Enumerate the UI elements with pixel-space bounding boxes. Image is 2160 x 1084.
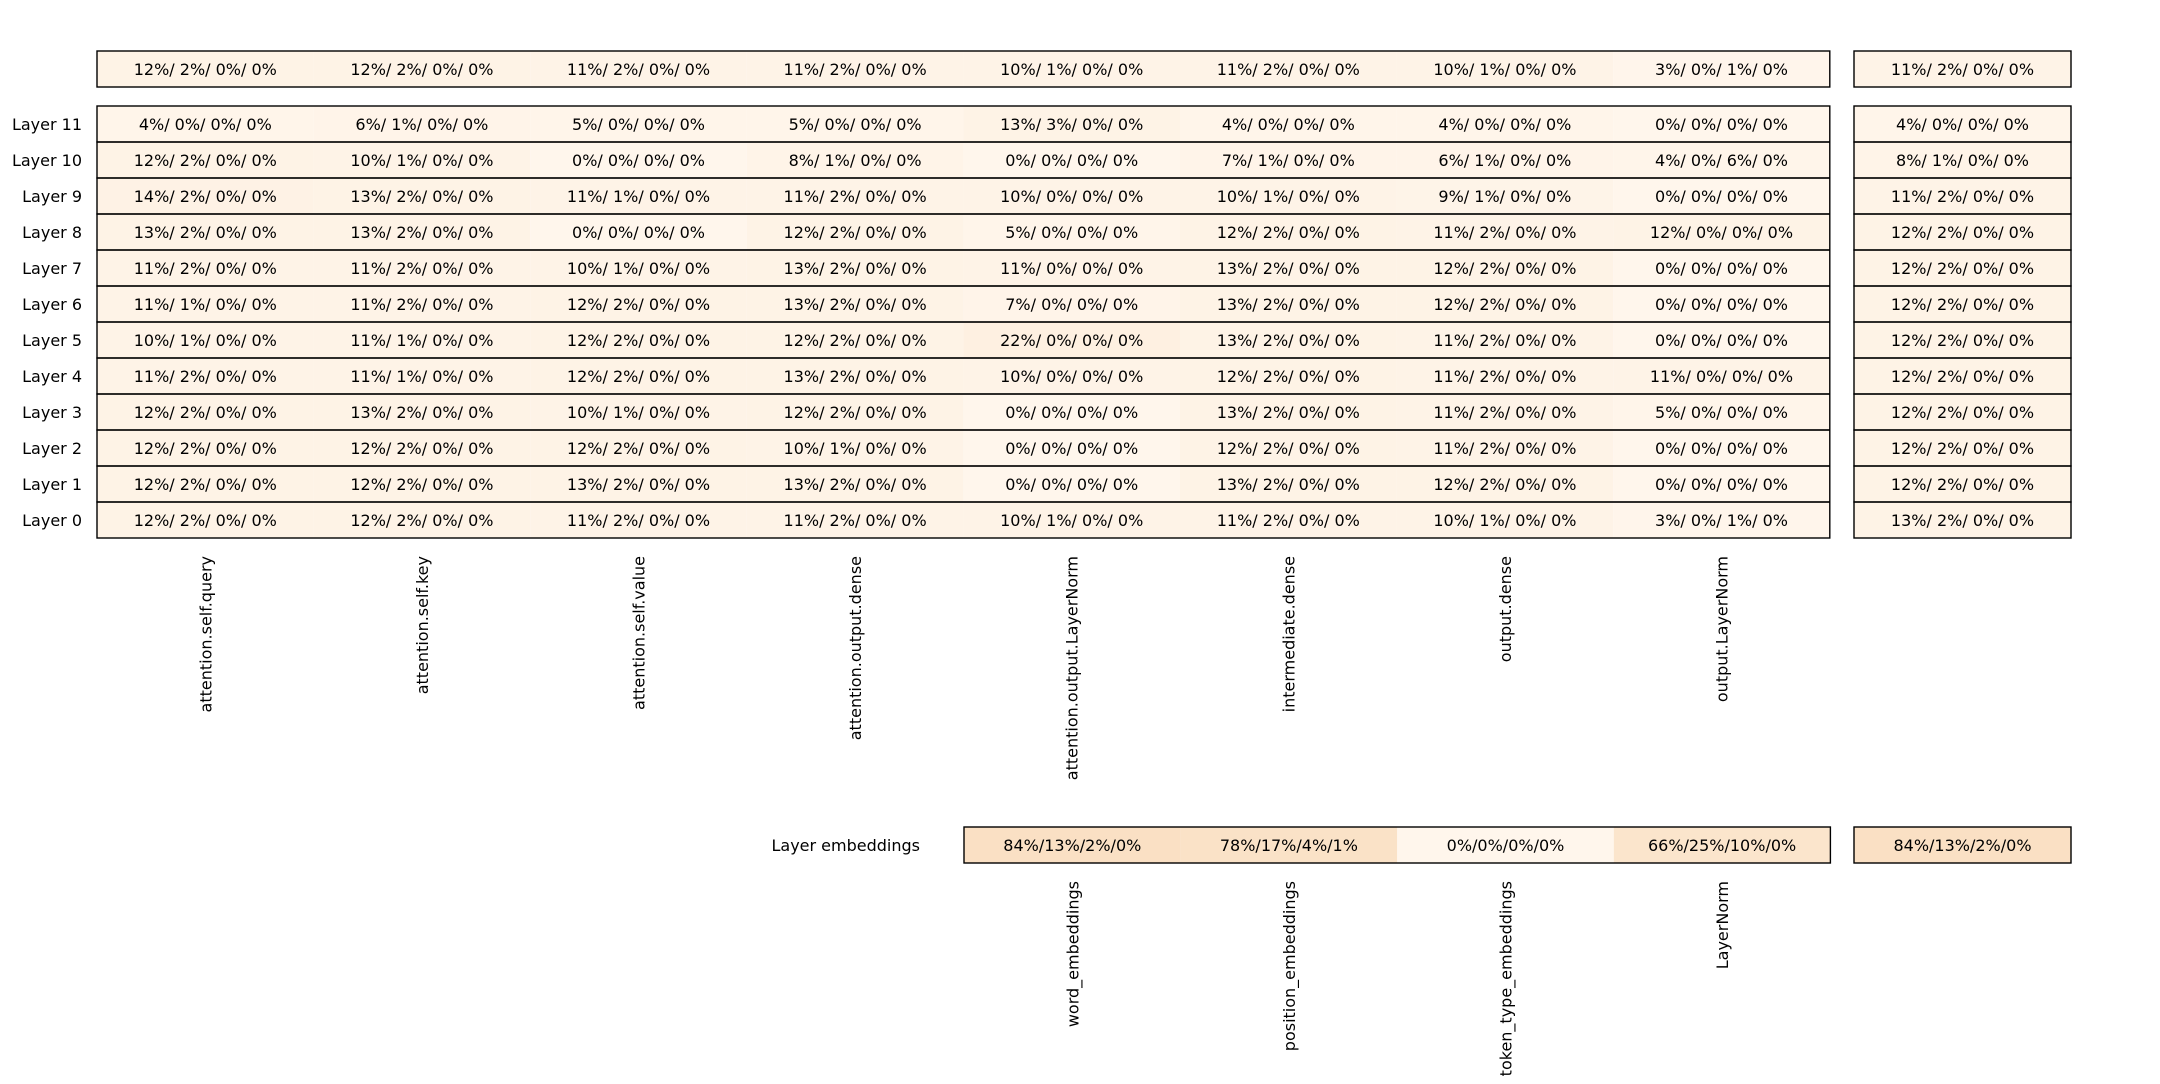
column-total-3-label: 11%/ 2%/ 0%/ 0% — [783, 60, 927, 79]
row-label-4: Layer 7 — [22, 259, 82, 278]
cell-r0-c0-label: 4%/ 0%/ 0%/ 0% — [138, 115, 272, 134]
cell-r6-c7-label: 0%/ 0%/ 0%/ 0% — [1655, 331, 1788, 350]
cell-r2-c3-label: 11%/ 2%/ 0%/ 0% — [783, 187, 927, 206]
cell-r9-c7-label: 0%/ 0%/ 0%/ 0% — [1655, 439, 1788, 458]
cell-r4-c2-label: 10%/ 1%/ 0%/ 0% — [566, 259, 711, 278]
cell-r6-c3-label: 12%/ 2%/ 0%/ 0% — [783, 331, 927, 350]
cell-r9-c2-label: 12%/ 2%/ 0%/ 0% — [566, 439, 711, 458]
cell-r7-c4-label: 10%/ 0%/ 0%/ 0% — [1000, 367, 1144, 386]
row-label-6: Layer 5 — [22, 331, 82, 350]
cell-r10-c3-label: 13%/ 2%/ 0%/ 0% — [783, 475, 927, 494]
cell-r0-c4-label: 13%/ 3%/ 0%/ 0% — [1000, 115, 1144, 134]
cell-r7-c1-label: 11%/ 1%/ 0%/ 0% — [350, 367, 494, 386]
cell-r7-c2-label: 12%/ 2%/ 0%/ 0% — [566, 367, 711, 386]
cell-r7-c0-label: 11%/ 2%/ 0%/ 0% — [133, 367, 277, 386]
grand-total-label: 11%/ 2%/ 0%/ 0% — [1890, 60, 2035, 79]
cell-r5-c0-label: 11%/ 1%/ 0%/ 0% — [133, 295, 277, 314]
cell-r8-c4-label: 0%/ 0%/ 0%/ 0% — [1005, 403, 1139, 422]
column-label-7: output.LayerNorm — [1712, 556, 1732, 703]
cell-r11-c3-label: 11%/ 2%/ 0%/ 0% — [783, 511, 927, 530]
cell-r6-c4-label: 22%/ 0%/ 0%/ 0% — [1000, 331, 1144, 350]
cell-r2-c4-label: 10%/ 0%/ 0%/ 0% — [1000, 187, 1144, 206]
embedding-column-label-3: LayerNorm — [1713, 881, 1733, 970]
cell-r1-c6-label: 6%/ 1%/ 0%/ 0% — [1438, 151, 1572, 170]
embedding-cell-1-label: 78%/17%/4%/1% — [1219, 836, 1358, 855]
cell-r8-c1-label: 13%/ 2%/ 0%/ 0% — [350, 403, 494, 422]
embedding-total-label: 84%/13%/2%/0% — [1893, 836, 2032, 855]
cell-r1-c3-label: 8%/ 1%/ 0%/ 0% — [788, 151, 922, 170]
column-totals-group — [97, 51, 2071, 87]
cell-r9-c3-label: 10%/ 1%/ 0%/ 0% — [783, 439, 927, 458]
cell-r0-c2-label: 5%/ 0%/ 0%/ 0% — [572, 115, 705, 134]
column-label-0: attention.self.query — [196, 556, 216, 713]
cell-r8-c5-label: 13%/ 2%/ 0%/ 0% — [1216, 403, 1360, 422]
cell-r2-c5-label: 10%/ 1%/ 0%/ 0% — [1216, 187, 1360, 206]
cell-r5-c5-label: 13%/ 2%/ 0%/ 0% — [1216, 295, 1360, 314]
cell-r4-c4-label: 11%/ 0%/ 0%/ 0% — [1000, 259, 1144, 278]
cell-r11-c6-label: 10%/ 1%/ 0%/ 0% — [1433, 511, 1577, 530]
cell-r8-c0-label: 12%/ 2%/ 0%/ 0% — [133, 403, 277, 422]
embedding-column-label-2: token_type_embeddings — [1496, 881, 1516, 1077]
cell-r6-c2-label: 12%/ 2%/ 0%/ 0% — [566, 331, 711, 350]
cell-r2-c7-label: 0%/ 0%/ 0%/ 0% — [1655, 187, 1788, 206]
cell-r0-c3-label: 5%/ 0%/ 0%/ 0% — [788, 115, 922, 134]
cell-r2-c1-label: 13%/ 2%/ 0%/ 0% — [350, 187, 494, 206]
column-total-2-label: 11%/ 2%/ 0%/ 0% — [566, 60, 711, 79]
row-total-11-label: 13%/ 2%/ 0%/ 0% — [1890, 511, 2035, 530]
cell-r11-c0-label: 12%/ 2%/ 0%/ 0% — [133, 511, 277, 530]
cell-r11-c4-label: 10%/ 1%/ 0%/ 0% — [1000, 511, 1144, 530]
cell-r1-c7-label: 4%/ 0%/ 6%/ 0% — [1655, 151, 1788, 170]
row-label-10: Layer 1 — [22, 475, 82, 494]
cell-r2-c0-label: 14%/ 2%/ 0%/ 0% — [133, 187, 277, 206]
row-total-7-label: 12%/ 2%/ 0%/ 0% — [1890, 367, 2035, 386]
embedding-column-label-1: position_embeddings — [1279, 881, 1299, 1052]
cell-r7-c6-label: 11%/ 2%/ 0%/ 0% — [1433, 367, 1577, 386]
cell-r0-c1-label: 6%/ 1%/ 0%/ 0% — [355, 115, 489, 134]
cell-r6-c5-label: 13%/ 2%/ 0%/ 0% — [1216, 331, 1360, 350]
cell-r10-c1-label: 12%/ 2%/ 0%/ 0% — [350, 475, 494, 494]
cell-r10-c2-label: 13%/ 2%/ 0%/ 0% — [566, 475, 711, 494]
cell-r10-c0-label: 12%/ 2%/ 0%/ 0% — [133, 475, 277, 494]
cell-r8-c2-label: 10%/ 1%/ 0%/ 0% — [566, 403, 711, 422]
column-total-6-label: 10%/ 1%/ 0%/ 0% — [1433, 60, 1577, 79]
row-total-10-label: 12%/ 2%/ 0%/ 0% — [1890, 475, 2035, 494]
cell-r1-c2-label: 0%/ 0%/ 0%/ 0% — [572, 151, 705, 170]
embedding-cell-2-label: 0%/0%/0%/0% — [1446, 836, 1565, 855]
cell-r1-c4-label: 0%/ 0%/ 0%/ 0% — [1005, 151, 1139, 170]
cell-r0-c5-label: 4%/ 0%/ 0%/ 0% — [1221, 115, 1355, 134]
row-total-0-label: 4%/ 0%/ 0%/ 0% — [1896, 115, 2029, 134]
cell-r3-c7-label: 12%/ 0%/ 0%/ 0% — [1649, 223, 1794, 242]
cell-r11-c1-label: 12%/ 2%/ 0%/ 0% — [350, 511, 494, 530]
row-labels-group — [12, 115, 82, 530]
column-label-5: intermediate.dense — [1279, 556, 1299, 713]
row-label-7: Layer 4 — [22, 367, 82, 386]
column-label-1: attention.self.key — [412, 556, 432, 695]
cell-r3-c3-label: 12%/ 2%/ 0%/ 0% — [783, 223, 927, 242]
cell-r5-c7-label: 0%/ 0%/ 0%/ 0% — [1655, 295, 1788, 314]
embedding-column-label-0: word_embeddings — [1063, 881, 1083, 1028]
row-total-3-label: 12%/ 2%/ 0%/ 0% — [1890, 223, 2035, 242]
cell-r3-c0-label: 13%/ 2%/ 0%/ 0% — [133, 223, 277, 242]
cell-r0-c7-label: 0%/ 0%/ 0%/ 0% — [1655, 115, 1788, 134]
cell-r1-c0-label: 12%/ 2%/ 0%/ 0% — [133, 151, 277, 170]
cell-r10-c6-label: 12%/ 2%/ 0%/ 0% — [1433, 475, 1577, 494]
cell-r3-c2-label: 0%/ 0%/ 0%/ 0% — [572, 223, 705, 242]
cell-r6-c0-label: 10%/ 1%/ 0%/ 0% — [133, 331, 277, 350]
cell-r8-c3-label: 12%/ 2%/ 0%/ 0% — [783, 403, 927, 422]
embedding-cell-0-label: 84%/13%/2%/0% — [1003, 836, 1142, 855]
row-label-9: Layer 2 — [22, 439, 82, 458]
cell-r1-c1-label: 10%/ 1%/ 0%/ 0% — [350, 151, 494, 170]
embedding-cell-3-label: 66%/25%/10%/0% — [1647, 836, 1797, 855]
cell-r4-c6-label: 12%/ 2%/ 0%/ 0% — [1433, 259, 1577, 278]
row-label-11: Layer 0 — [22, 511, 82, 530]
cell-r6-c6-label: 11%/ 2%/ 0%/ 0% — [1433, 331, 1577, 350]
cell-r9-c1-label: 12%/ 2%/ 0%/ 0% — [350, 439, 494, 458]
cell-r9-c0-label: 12%/ 2%/ 0%/ 0% — [133, 439, 277, 458]
row-total-9-label: 12%/ 2%/ 0%/ 0% — [1890, 439, 2035, 458]
cell-r5-c6-label: 12%/ 2%/ 0%/ 0% — [1433, 295, 1577, 314]
cell-r1-c5-label: 7%/ 1%/ 0%/ 0% — [1221, 151, 1355, 170]
embedding-row-label: Layer embeddings — [771, 836, 920, 855]
row-total-1-label: 8%/ 1%/ 0%/ 0% — [1896, 151, 2029, 170]
column-label-4: attention.output.LayerNorm — [1062, 556, 1082, 781]
row-label-2: Layer 9 — [22, 187, 82, 206]
row-label-0: Layer 11 — [11, 115, 82, 134]
row-total-6-label: 12%/ 2%/ 0%/ 0% — [1890, 331, 2035, 350]
cell-r8-c6-label: 11%/ 2%/ 0%/ 0% — [1433, 403, 1577, 422]
row-total-4-label: 12%/ 2%/ 0%/ 0% — [1890, 259, 2035, 278]
cell-r9-c4-label: 0%/ 0%/ 0%/ 0% — [1005, 439, 1139, 458]
row-label-3: Layer 8 — [22, 223, 82, 242]
cell-r4-c1-label: 11%/ 2%/ 0%/ 0% — [350, 259, 494, 278]
cell-r11-c5-label: 11%/ 2%/ 0%/ 0% — [1216, 511, 1360, 530]
column-label-2: attention.self.value — [629, 556, 649, 710]
row-total-2-label: 11%/ 2%/ 0%/ 0% — [1890, 187, 2035, 206]
cell-r2-c6-label: 9%/ 1%/ 0%/ 0% — [1438, 187, 1572, 206]
column-total-4-label: 10%/ 1%/ 0%/ 0% — [1000, 60, 1144, 79]
cell-r9-c5-label: 12%/ 2%/ 0%/ 0% — [1216, 439, 1360, 458]
cell-r7-c5-label: 12%/ 2%/ 0%/ 0% — [1216, 367, 1360, 386]
cell-r3-c1-label: 13%/ 2%/ 0%/ 0% — [350, 223, 494, 242]
embeddings-group — [771, 827, 2071, 1076]
cell-r5-c4-label: 7%/ 0%/ 0%/ 0% — [1005, 295, 1139, 314]
column-total-5-label: 11%/ 2%/ 0%/ 0% — [1216, 60, 1360, 79]
row-label-1: Layer 10 — [11, 151, 82, 170]
cell-r11-c2-label: 11%/ 2%/ 0%/ 0% — [566, 511, 711, 530]
row-label-8: Layer 3 — [22, 403, 82, 422]
column-labels-group — [196, 556, 1731, 780]
cell-r3-c6-label: 11%/ 2%/ 0%/ 0% — [1433, 223, 1577, 242]
cell-r6-c1-label: 11%/ 1%/ 0%/ 0% — [350, 331, 494, 350]
cell-r8-c7-label: 5%/ 0%/ 0%/ 0% — [1655, 403, 1788, 422]
cell-r10-c4-label: 0%/ 0%/ 0%/ 0% — [1005, 475, 1139, 494]
cell-r4-c3-label: 13%/ 2%/ 0%/ 0% — [783, 259, 927, 278]
column-label-6: output.dense — [1495, 556, 1515, 663]
row-total-8-label: 12%/ 2%/ 0%/ 0% — [1890, 403, 2035, 422]
cell-r5-c1-label: 11%/ 2%/ 0%/ 0% — [350, 295, 494, 314]
column-total-0-label: 12%/ 2%/ 0%/ 0% — [133, 60, 277, 79]
row-total-5-label: 12%/ 2%/ 0%/ 0% — [1890, 295, 2035, 314]
cell-r0-c6-label: 4%/ 0%/ 0%/ 0% — [1438, 115, 1572, 134]
cell-r4-c0-label: 11%/ 2%/ 0%/ 0% — [133, 259, 277, 278]
row-label-5: Layer 6 — [22, 295, 82, 314]
column-total-7-label: 3%/ 0%/ 1%/ 0% — [1655, 60, 1788, 79]
cell-r7-c3-label: 13%/ 2%/ 0%/ 0% — [783, 367, 927, 386]
cell-r10-c5-label: 13%/ 2%/ 0%/ 0% — [1216, 475, 1360, 494]
column-label-3: attention.output.dense — [846, 556, 866, 741]
cell-r4-c7-label: 0%/ 0%/ 0%/ 0% — [1655, 259, 1788, 278]
cell-r5-c3-label: 13%/ 2%/ 0%/ 0% — [783, 295, 927, 314]
cell-r11-c7-label: 3%/ 0%/ 1%/ 0% — [1655, 511, 1788, 530]
cell-r10-c7-label: 0%/ 0%/ 0%/ 0% — [1655, 475, 1788, 494]
cell-r7-c7-label: 11%/ 0%/ 0%/ 0% — [1649, 367, 1794, 386]
cell-r9-c6-label: 11%/ 2%/ 0%/ 0% — [1433, 439, 1577, 458]
cell-r4-c5-label: 13%/ 2%/ 0%/ 0% — [1216, 259, 1360, 278]
cell-r3-c4-label: 5%/ 0%/ 0%/ 0% — [1005, 223, 1139, 242]
cell-r5-c2-label: 12%/ 2%/ 0%/ 0% — [566, 295, 711, 314]
cell-r2-c2-label: 11%/ 1%/ 0%/ 0% — [566, 187, 711, 206]
cell-r3-c5-label: 12%/ 2%/ 0%/ 0% — [1216, 223, 1360, 242]
column-total-1-label: 12%/ 2%/ 0%/ 0% — [350, 60, 494, 79]
